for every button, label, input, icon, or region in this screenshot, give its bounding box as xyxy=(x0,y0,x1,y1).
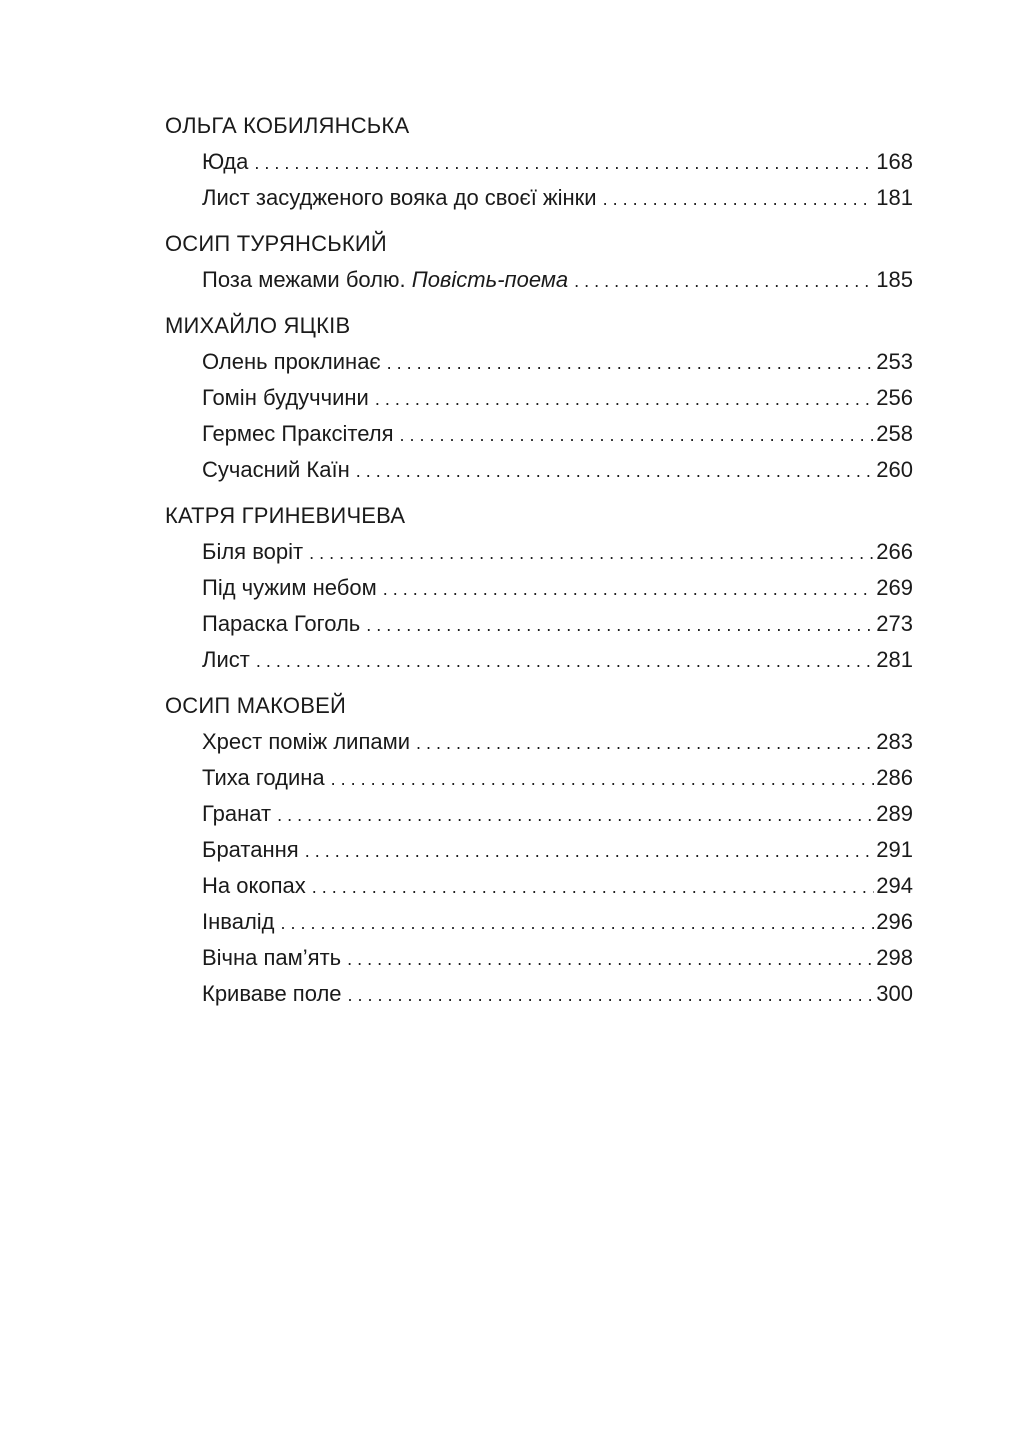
author-name: МИХАЙЛО ЯЦКІВ xyxy=(165,313,351,338)
page-number: 253 xyxy=(876,349,913,374)
toc-entry[interactable] xyxy=(202,606,913,642)
entry-title xyxy=(202,796,271,832)
dot-leader xyxy=(277,797,874,833)
author-name: ОСИП МАКОВЕЙ xyxy=(165,693,346,718)
toc-entry[interactable] xyxy=(202,832,913,868)
entry-title-main: Гомін будуччини xyxy=(202,385,369,410)
dot-leader xyxy=(416,725,874,761)
section-gap xyxy=(165,678,913,688)
entry-title-main: Гранат xyxy=(202,801,272,826)
entry-list xyxy=(165,534,913,678)
page-number: 185 xyxy=(876,267,913,292)
section-gap xyxy=(165,298,913,308)
dot-leader xyxy=(574,263,874,299)
entry-title xyxy=(202,760,325,796)
toc-entry[interactable] xyxy=(202,976,913,1012)
entry-title-main: Сучасний Каїн xyxy=(202,457,350,482)
page-number: 291 xyxy=(876,837,913,862)
entry-title xyxy=(202,452,350,488)
entry-title xyxy=(202,904,275,940)
entry-title-main: Гермес Праксітеля xyxy=(202,421,394,446)
toc-entry[interactable] xyxy=(202,380,913,416)
entry-list xyxy=(165,344,913,488)
entry-title xyxy=(202,570,377,606)
section-gap xyxy=(165,1012,913,1022)
entry-title-main: Братання xyxy=(202,837,299,862)
entry-title xyxy=(202,416,394,452)
dot-leader xyxy=(348,977,875,1013)
author-name: ОСИП ТУРЯНСЬКИЙ xyxy=(165,231,387,256)
section-gap xyxy=(165,488,913,498)
page-number: 181 xyxy=(876,185,913,210)
entry-title-main: Інвалід xyxy=(202,909,275,934)
dot-leader xyxy=(366,607,874,643)
toc-entry[interactable] xyxy=(202,904,913,940)
page-number: 294 xyxy=(876,873,913,898)
entry-title-main: Лист xyxy=(202,647,250,672)
dot-leader xyxy=(281,905,875,941)
entry-title xyxy=(202,940,341,976)
dot-leader xyxy=(305,833,875,869)
toc-entry[interactable] xyxy=(202,452,913,488)
page-number: 298 xyxy=(876,945,913,970)
entry-title-main: Параска Гоголь xyxy=(202,611,361,636)
table-of-contents xyxy=(165,108,913,1022)
toc-entry[interactable] xyxy=(202,796,913,832)
section-gap xyxy=(165,216,913,226)
toc-section xyxy=(165,108,913,226)
entry-title-main: Поза межами болю. xyxy=(202,267,412,292)
entry-list xyxy=(165,144,913,216)
entry-title xyxy=(202,534,303,570)
page-number: 283 xyxy=(876,729,913,754)
toc-entry[interactable] xyxy=(202,144,913,180)
toc-entry[interactable] xyxy=(202,416,913,452)
toc-entry[interactable] xyxy=(202,570,913,606)
page-number: 258 xyxy=(876,421,913,446)
page-number: 289 xyxy=(876,801,913,826)
entry-title xyxy=(202,144,248,180)
entry-title-main: Вічна пам’ять xyxy=(202,945,342,970)
author-name: ОЛЬГА КОБИЛЯНСЬКА xyxy=(165,113,410,138)
dot-leader xyxy=(256,643,874,679)
toc-entry[interactable] xyxy=(202,180,913,216)
dot-leader xyxy=(312,869,875,905)
entry-title xyxy=(202,180,597,216)
toc-entry[interactable] xyxy=(202,534,913,570)
entry-title xyxy=(202,344,381,380)
entry-title xyxy=(202,262,568,298)
entry-title-main: Юда xyxy=(202,149,249,174)
dot-leader xyxy=(603,181,875,217)
toc-entry[interactable] xyxy=(202,760,913,796)
entry-title-main: Криваве поле xyxy=(202,981,342,1006)
entry-title xyxy=(202,832,299,868)
page-number: 286 xyxy=(876,765,913,790)
entry-title-main: Лист засудженого вояка до своєї жінки xyxy=(202,185,597,210)
dot-leader xyxy=(383,571,875,607)
entry-title-main: На окопах xyxy=(202,873,306,898)
page-number: 273 xyxy=(876,611,913,636)
toc-section xyxy=(165,226,913,308)
page-number: 281 xyxy=(876,647,913,672)
entry-title-main: Олень проклинає xyxy=(202,349,381,374)
dot-leader xyxy=(347,941,874,977)
page-number: 269 xyxy=(876,575,913,600)
entry-title-main: Хрест поміж липами xyxy=(202,729,411,754)
page-number: 256 xyxy=(876,385,913,410)
toc-entry[interactable] xyxy=(202,940,913,976)
dot-leader xyxy=(400,417,875,453)
toc-entry[interactable] xyxy=(202,262,913,298)
dot-leader xyxy=(331,761,875,797)
page-number: 300 xyxy=(876,981,913,1006)
entry-title-main: Тиха година xyxy=(202,765,325,790)
entry-list xyxy=(165,724,913,1012)
author-name: КАТРЯ ГРИНЕВИЧЕВА xyxy=(165,503,406,528)
entry-title-main: Біля воріт xyxy=(202,539,304,564)
dot-leader xyxy=(254,145,874,181)
toc-section xyxy=(165,308,913,498)
toc-section xyxy=(165,498,913,688)
entry-title-main: Під чужим небом xyxy=(202,575,377,600)
toc-entry[interactable] xyxy=(202,344,913,380)
entry-title-subtitle: Повість-поема xyxy=(411,267,569,292)
dot-leader xyxy=(387,345,875,381)
toc-entry[interactable] xyxy=(202,642,913,678)
dot-leader xyxy=(309,535,874,571)
entry-title xyxy=(202,606,360,642)
page-number: 296 xyxy=(876,909,913,934)
toc-section xyxy=(165,688,913,1022)
toc-entry[interactable] xyxy=(202,868,913,904)
entry-title xyxy=(202,380,369,416)
entry-list xyxy=(165,262,913,298)
page-number: 260 xyxy=(876,457,913,482)
page-number: 168 xyxy=(876,149,913,174)
page-number: 266 xyxy=(876,539,913,564)
toc-entry[interactable] xyxy=(202,724,913,760)
entry-title xyxy=(202,868,306,904)
entry-title xyxy=(202,976,342,1012)
entry-title xyxy=(202,724,410,760)
dot-leader xyxy=(375,381,874,417)
entry-title xyxy=(202,642,250,678)
dot-leader xyxy=(356,453,875,489)
